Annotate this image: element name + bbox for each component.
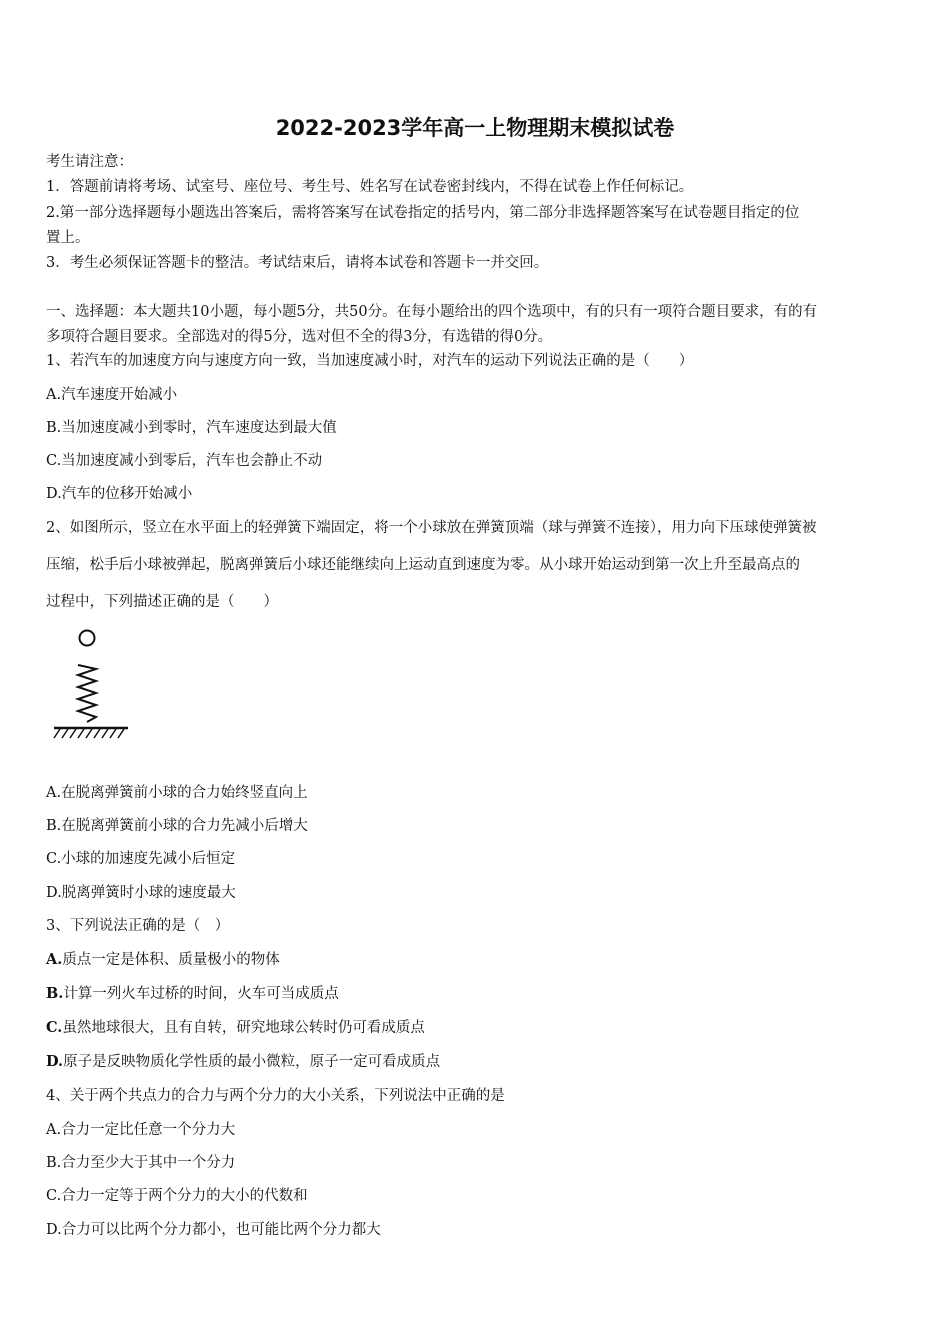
q3-option-a-text: 质点一定是体积、质量极小的物体 [62, 952, 280, 968]
q3-option-c [46, 1018, 908, 1038]
q2-option-d: D.脱离弹簧时小球的速度最大 [46, 885, 236, 901]
q1-option-b: B.当加速度减小到零时，汽车速度达到最大值 [46, 420, 337, 436]
notice-item-2-cont: 置上。 [46, 230, 90, 246]
q3-option-d-text: 原子是反映物质化学性质的最小微粒，原子一定可看成质点 [63, 1054, 441, 1070]
spring-icon [78, 665, 96, 722]
q2-option-b: B.在脱离弹簧前小球的合力先减小后增大 [46, 818, 308, 834]
spring-ball-figure [50, 625, 132, 745]
q1-stem: 1、若汽车的加速度方向与速度方向一致，当加速度减小时，对汽车的运动下列说法正确的是（ ） [46, 353, 694, 369]
spring-ball-diagram [50, 625, 132, 745]
q2-stem-1: 2、如图所示，竖立在水平面上的轻弹簧下端固定，将一个小球放在弹簧顶端（球与弹簧不连接），用力向下压球使弹簧被 [46, 520, 817, 536]
q2-stem-2: 压缩，松手后小球被弹起，脱离弹簧后小球还能继续向上运动直到速度为零。从小球开始运动到第一次上升至最高点的 [46, 557, 800, 573]
q4-option-b: B.合力至少大于其中一个分力 [46, 1155, 236, 1171]
q4-option-d: D.合力可以比两个分力都小，也可能比两个分力都大 [46, 1222, 381, 1238]
notice-item-2: 2.第一部分选择题每小题选出答案后，需将答案写在试卷指定的括号内，第二部分非选择题答案写在试卷题目指定的位 [46, 205, 800, 221]
q3-option-b [46, 984, 908, 1004]
q4-stem: 4、关于两个共点力的合力与两个分力的大小关系，下列说法中正确的是 [46, 1088, 505, 1104]
q2-stem-3: 过程中，下列描述正确的是（ ） [46, 594, 278, 610]
q2-option-a: A.在脱离弹簧前小球的合力始终竖直向上 [46, 785, 308, 801]
ball-icon [80, 631, 95, 646]
q3-stem: 3、下列说法正确的是（ ） [46, 918, 230, 934]
q1-option-c: C.当加速度减小到零后，汽车也会静止不动 [46, 453, 323, 469]
notice-item-1: 1．答题前请将考场、试室号、座位号、考生号、姓名写在试卷密封线内，不得在试卷上作任何标记。 [46, 179, 694, 195]
q3-option-c-label: C. [46, 1019, 63, 1036]
section-instructions-1: 一、选择题：本大题共10小题，每小题5分，共50分。在每小题给出的四个选项中，有的只有一项符合题目要求，有的有 [46, 304, 818, 320]
q3-option-a [46, 950, 908, 970]
page-title: 2022-2023学年高一上物理期末模拟试卷 [275, 116, 675, 140]
notice-heading: 考生请注意： [46, 154, 133, 170]
q3-option-a-label: A. [46, 951, 63, 968]
section-instructions-2: 多项符合题目要求。全部选对的得5分，选对但不全的得3分，有选错的得0分。 [46, 329, 553, 345]
q2-option-c: C.小球的加速度先减小后恒定 [46, 851, 236, 867]
q4-option-c: C.合力一定等于两个分力的大小的代数和 [46, 1188, 308, 1204]
q3-option-d-label: D. [46, 1053, 64, 1070]
notice-item-3: 3．考生必须保证答题卡的整洁。考试结束后，请将本试卷和答题卡一并交回。 [46, 255, 549, 271]
q3-option-d [46, 1052, 908, 1072]
q3-option-b-text: 计算一列火车过桥的时间，火车可当成质点 [63, 986, 339, 1002]
q3-option-b-label: B. [46, 985, 64, 1002]
q1-option-d: D.汽车的位移开始减小 [46, 486, 193, 502]
q3-option-c-text: 虽然地球很大，且有自转，研究地球公转时仍可看成质点 [62, 1020, 425, 1036]
q4-option-a: A.合力一定比任意一个分力大 [46, 1122, 236, 1138]
ground-hatch-icon [54, 729, 124, 738]
q1-option-a: A.汽车速度开始减小 [46, 387, 178, 403]
